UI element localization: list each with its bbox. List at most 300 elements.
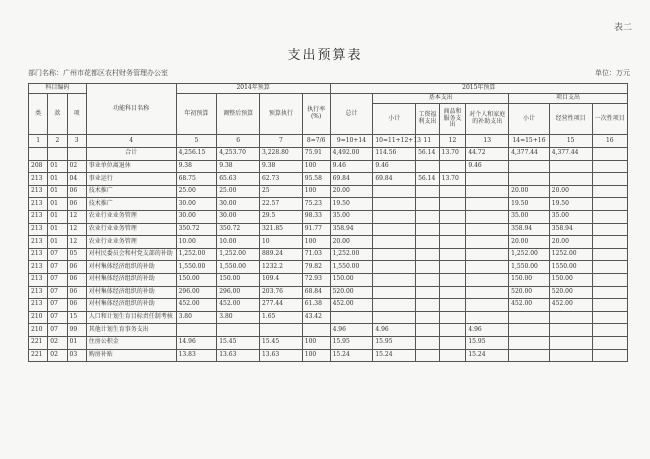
table-cell: 221	[29, 336, 48, 349]
table-row	[29, 311, 628, 324]
table-row	[29, 185, 628, 198]
table-cell	[439, 261, 466, 274]
table-cell: 13.63	[259, 349, 302, 362]
table-cell	[416, 311, 440, 324]
table-cell: 07	[48, 324, 67, 337]
table-cell: 358.94	[549, 223, 592, 236]
table-cell: 213	[29, 273, 48, 286]
table-cell: 对村集体经济组织的补助	[86, 261, 176, 274]
header-function-name: 功能科目名称	[86, 84, 176, 135]
table-cell	[439, 223, 466, 236]
table-cell	[592, 299, 627, 312]
table-cell: 06	[67, 198, 86, 211]
table-cell	[549, 160, 592, 173]
table-cell: 3,228.80	[259, 148, 302, 161]
table-cell	[416, 261, 440, 274]
table-cell	[439, 286, 466, 299]
table-cell	[373, 236, 416, 249]
table-cell	[67, 148, 86, 161]
table-row	[29, 349, 628, 362]
table-cell: 1,550.00	[176, 261, 217, 274]
table-cell: 65.63	[217, 173, 260, 186]
header-operational: 经营性项目	[549, 104, 592, 135]
table-cell	[509, 336, 550, 349]
table-cell	[416, 236, 440, 249]
table-cell	[29, 148, 48, 161]
table-row	[29, 173, 628, 186]
table-row	[29, 336, 628, 349]
table-cell: 3.80	[176, 311, 217, 324]
table-cell	[592, 261, 627, 274]
table-cell: 农业行业业务管理	[86, 210, 176, 223]
table-cell: 住房公积金	[86, 336, 176, 349]
table-cell: 4.96	[330, 324, 373, 337]
table-cell	[592, 236, 627, 249]
table-cell: 农业行业业务管理	[86, 223, 176, 236]
table-cell: 44.72	[466, 148, 509, 161]
table-cell: 1232.2	[259, 261, 302, 274]
column-index-row	[29, 135, 628, 148]
header-basic-expenditure: 基本支出	[373, 94, 509, 104]
unit-label: 单位：万元	[595, 69, 630, 77]
header-kuan: 款	[48, 94, 67, 135]
table-cell: 56.14	[416, 148, 440, 161]
table-cell: 221	[29, 349, 48, 362]
table-cell: 4,253.70	[217, 148, 260, 161]
table-cell: 技术推广	[86, 185, 176, 198]
table-cell	[466, 261, 509, 274]
table-cell: 1,550.00	[217, 261, 260, 274]
table-cell	[466, 273, 509, 286]
table-cell: 10	[259, 236, 302, 249]
table-cell	[439, 336, 466, 349]
table-cell: 20.00	[549, 185, 592, 198]
table-row	[29, 273, 628, 286]
table-cell	[549, 349, 592, 362]
table-cell: 213	[29, 286, 48, 299]
table-cell	[549, 173, 592, 186]
column-index-cell: 9=10+14	[330, 135, 373, 148]
table-row	[29, 299, 628, 312]
table-cell: 事业单位离退休	[86, 160, 176, 173]
column-index-cell: 15	[549, 135, 592, 148]
table-cell	[592, 248, 627, 261]
table-cell: 12	[67, 236, 86, 249]
table-cell: 277.44	[259, 299, 302, 312]
header-project-subtotal: 小计	[509, 104, 550, 135]
table-cell: 62.73	[259, 173, 302, 186]
table-cell: 15.95	[330, 336, 373, 349]
table-cell: 452.00	[549, 299, 592, 312]
table-cell: 358.94	[509, 223, 550, 236]
table-cell	[592, 198, 627, 211]
column-index-cell: 4	[86, 135, 176, 148]
table-cell: 9.46	[373, 160, 416, 173]
table-row	[29, 324, 628, 337]
table-number-label: 表二	[613, 23, 632, 33]
table-cell: 100	[302, 336, 330, 349]
table-cell	[416, 160, 440, 173]
table-cell: 4.96	[466, 324, 509, 337]
table-cell: 06	[67, 273, 86, 286]
table-cell: 06	[67, 185, 86, 198]
table-cell	[302, 324, 330, 337]
table-cell: 02	[48, 336, 67, 349]
table-cell: 321.85	[259, 223, 302, 236]
table-cell: 100	[302, 349, 330, 362]
table-cell: 1550.00	[549, 261, 592, 274]
column-index-cell: 3	[67, 135, 86, 148]
table-cell	[176, 324, 217, 337]
table-cell: 07	[48, 311, 67, 324]
table-cell	[416, 336, 440, 349]
table-cell: 13.70	[439, 173, 466, 186]
table-cell	[416, 248, 440, 261]
table-row	[29, 198, 628, 211]
header-onetime: 一次性项目	[592, 104, 627, 135]
table-cell: 1252.00	[549, 248, 592, 261]
table-cell: 68.84	[302, 286, 330, 299]
table-cell	[217, 324, 260, 337]
table-cell: 06	[67, 261, 86, 274]
table-cell	[373, 286, 416, 299]
table-cell: 35.00	[330, 210, 373, 223]
table-cell	[466, 299, 509, 312]
table-cell: 1.65	[259, 311, 302, 324]
table-cell	[330, 311, 373, 324]
table-cell: 15.45	[217, 336, 260, 349]
table-cell: 95.58	[302, 173, 330, 186]
table-cell	[592, 349, 627, 362]
table-cell: 72.93	[302, 273, 330, 286]
table-cell: 452.00	[176, 299, 217, 312]
table-cell	[416, 299, 440, 312]
table-cell: 4,256.15	[176, 148, 217, 161]
table-cell: 对村民委员会和村党支部的补助	[86, 248, 176, 261]
table-cell: 30.00	[176, 198, 217, 211]
table-row	[29, 160, 628, 173]
table-cell: 14.96	[176, 336, 217, 349]
table-cell: 4.96	[373, 324, 416, 337]
table-cell	[373, 185, 416, 198]
table-cell	[592, 223, 627, 236]
table-cell	[466, 185, 509, 198]
table-cell: 07	[48, 273, 67, 286]
table-cell: 1,252.00	[330, 248, 373, 261]
column-index-cell: 14=15+16	[509, 135, 550, 148]
table-cell: 13.83	[176, 349, 217, 362]
table-cell	[439, 160, 466, 173]
table-cell	[549, 324, 592, 337]
table-cell	[416, 324, 440, 337]
table-cell: 22.57	[259, 198, 302, 211]
table-cell: 15.24	[466, 349, 509, 362]
table-cell: 79.82	[302, 261, 330, 274]
table-cell	[439, 324, 466, 337]
table-cell: 213	[29, 185, 48, 198]
table-cell: 150.00	[217, 273, 260, 286]
table-cell	[549, 311, 592, 324]
table-cell: 213	[29, 210, 48, 223]
table-cell: 75.23	[302, 198, 330, 211]
table-cell	[466, 248, 509, 261]
table-cell: 06	[67, 299, 86, 312]
table-cell: 01	[48, 210, 67, 223]
table-cell	[466, 210, 509, 223]
page-title: 支出预算表	[287, 48, 363, 63]
table-cell: 25.00	[176, 185, 217, 198]
table-cell: 30.00	[217, 198, 260, 211]
table-cell	[373, 311, 416, 324]
table-cell	[509, 311, 550, 324]
column-index-cell: 7	[259, 135, 302, 148]
table-cell	[549, 336, 592, 349]
table-cell: 71.03	[302, 248, 330, 261]
table-cell: 07	[48, 261, 67, 274]
header-code-group: 科目编码	[29, 84, 87, 94]
table-cell: 213	[29, 198, 48, 211]
table-cell: 358.94	[330, 223, 373, 236]
table-cell	[416, 210, 440, 223]
table-cell	[592, 185, 627, 198]
table-cell: 452.00	[509, 299, 550, 312]
table-row	[29, 210, 628, 223]
table-cell: 07	[48, 248, 67, 261]
table-cell	[439, 236, 466, 249]
table-cell: 06	[67, 286, 86, 299]
column-index-cell: 13	[466, 135, 509, 148]
table-cell: 29.5	[259, 210, 302, 223]
header-initial-budget: 年初预算	[176, 94, 217, 135]
table-cell: 1,550.00	[509, 261, 550, 274]
header-execution-rate: 执行率(%)	[302, 94, 330, 135]
table-cell: 25.00	[217, 185, 260, 198]
table-cell: 98.33	[302, 210, 330, 223]
table-cell	[373, 248, 416, 261]
table-cell	[416, 185, 440, 198]
table-cell: 01	[48, 223, 67, 236]
table-cell	[439, 349, 466, 362]
table-cell: 技术推广	[86, 198, 176, 211]
table-cell	[592, 160, 627, 173]
table-cell	[416, 286, 440, 299]
table-cell: 20.00	[509, 185, 550, 198]
table-row	[29, 248, 628, 261]
table-cell	[416, 273, 440, 286]
table-cell: 07	[48, 286, 67, 299]
table-cell: 35.00	[549, 210, 592, 223]
column-index-cell: 8=7/6	[302, 135, 330, 148]
table-cell: 452.00	[217, 299, 260, 312]
table-cell: 20.00	[330, 236, 373, 249]
table-cell: 19.50	[330, 198, 373, 211]
table-cell	[259, 324, 302, 337]
header-2014-budget: 2014年预算	[176, 84, 330, 94]
table-cell	[592, 210, 627, 223]
table-cell: 4,492.00	[330, 148, 373, 161]
table-cell: 15.95	[466, 336, 509, 349]
table-cell: 75.91	[302, 148, 330, 161]
column-index-cell: 6	[217, 135, 260, 148]
table-cell: 合计	[86, 148, 176, 161]
table-cell: 01	[48, 198, 67, 211]
table-cell: 150.00	[330, 273, 373, 286]
table-cell	[439, 299, 466, 312]
table-cell: 07	[48, 299, 67, 312]
table-cell: 43.42	[302, 311, 330, 324]
table-cell: 02	[67, 160, 86, 173]
table-cell: 13.70	[439, 148, 466, 161]
table-cell: 208	[29, 160, 48, 173]
total-row	[29, 148, 628, 161]
table-cell: 12	[67, 210, 86, 223]
table-cell: 9.38	[217, 160, 260, 173]
table-cell: 01	[48, 236, 67, 249]
table-cell: 68.75	[176, 173, 217, 186]
table-cell: 15.95	[373, 336, 416, 349]
table-cell: 05	[67, 248, 86, 261]
table-cell: 15	[67, 311, 86, 324]
header-total: 总计	[330, 94, 373, 135]
table-cell: 9.38	[176, 160, 217, 173]
table-cell: 15.24	[373, 349, 416, 362]
table-cell	[592, 324, 627, 337]
table-cell: 9.46	[466, 160, 509, 173]
table-cell: 9.46	[330, 160, 373, 173]
table-cell	[373, 273, 416, 286]
table-cell: 10.00	[217, 236, 260, 249]
table-cell: 520.00	[509, 286, 550, 299]
table-cell	[373, 210, 416, 223]
table-cell	[466, 236, 509, 249]
table-cell: 91.77	[302, 223, 330, 236]
header-lei: 类	[29, 94, 48, 135]
header-project-expenditure: 项目支出	[509, 94, 628, 104]
table-cell: 213	[29, 236, 48, 249]
table-cell	[48, 148, 67, 161]
table-cell: 3.80	[217, 311, 260, 324]
column-index-cell: 10=11+12+13	[373, 135, 416, 148]
table-cell	[592, 173, 627, 186]
table-row	[29, 286, 628, 299]
table-cell: 69.84	[330, 173, 373, 186]
table-cell: 20.00	[509, 236, 550, 249]
department-name: 部门名称：广州市花都区农村财务管理办公室	[28, 69, 168, 77]
budget-table	[28, 83, 628, 362]
table-cell: 19.50	[509, 198, 550, 211]
table-cell: 30.00	[176, 210, 217, 223]
table-cell: 事业运行	[86, 173, 176, 186]
table-cell	[509, 349, 550, 362]
table-cell: 296.00	[176, 286, 217, 299]
table-cell	[509, 173, 550, 186]
table-cell	[439, 198, 466, 211]
table-cell: 56.14	[416, 173, 440, 186]
table-cell: 20.00	[549, 236, 592, 249]
table-cell: 150.00	[549, 273, 592, 286]
table-cell: 15.24	[330, 349, 373, 362]
table-cell	[466, 223, 509, 236]
table-cell	[592, 336, 627, 349]
table-cell: 其他计划生育事务支出	[86, 324, 176, 337]
table-cell: 213	[29, 223, 48, 236]
table-cell	[373, 223, 416, 236]
table-cell: 12	[67, 223, 86, 236]
table-cell	[466, 198, 509, 211]
table-cell: 对村集体经济组织的补助	[86, 286, 176, 299]
table-cell: 04	[67, 173, 86, 186]
header-xiang: 项	[67, 94, 86, 135]
table-cell	[416, 223, 440, 236]
table-cell: 4,377.44	[549, 148, 592, 161]
table-cell: 889.24	[259, 248, 302, 261]
header-adjusted-budget: 调整后预算	[217, 94, 260, 135]
table-cell	[439, 311, 466, 324]
table-cell: 4,377.44	[509, 148, 550, 161]
table-cell	[592, 311, 627, 324]
table-cell: 520.00	[549, 286, 592, 299]
table-cell: 213	[29, 299, 48, 312]
table-cell: 452.00	[330, 299, 373, 312]
header-executed: 预算执行	[259, 94, 302, 135]
table-cell: 213	[29, 248, 48, 261]
table-cell: 02	[48, 349, 67, 362]
table-cell: 203.76	[259, 286, 302, 299]
header-goods-services: 商品和服务支出	[439, 104, 466, 135]
table-cell: 对村集体经济组织的补助	[86, 273, 176, 286]
table-cell: 100	[302, 236, 330, 249]
table-cell	[373, 261, 416, 274]
table-cell: 农业行业业务管理	[86, 236, 176, 249]
table-cell: 69.84	[373, 173, 416, 186]
table-row	[29, 223, 628, 236]
table-cell: 210	[29, 324, 48, 337]
table-cell: 350.72	[217, 223, 260, 236]
table-row	[29, 236, 628, 249]
table-cell	[416, 349, 440, 362]
table-cell: 人口和计划生育目标责任制考核	[86, 311, 176, 324]
table-cell: 1,252.00	[509, 248, 550, 261]
table-cell	[466, 173, 509, 186]
table-cell: 109.4	[259, 273, 302, 286]
column-index-cell: 16	[592, 135, 627, 148]
table-cell: 35.00	[509, 210, 550, 223]
table-cell: 19.50	[549, 198, 592, 211]
table-cell	[592, 286, 627, 299]
table-cell: 100	[302, 185, 330, 198]
table-cell	[439, 273, 466, 286]
table-cell	[509, 324, 550, 337]
table-cell: 10.00	[176, 236, 217, 249]
table-cell: 01	[48, 185, 67, 198]
column-index-cell: 1	[29, 135, 48, 148]
table-cell	[416, 198, 440, 211]
table-cell: 购房补贴	[86, 349, 176, 362]
column-index-cell: 11	[416, 135, 440, 148]
table-cell: 296.00	[217, 286, 260, 299]
table-cell: 9.38	[259, 160, 302, 173]
table-cell: 对村集体经济组织的补助	[86, 299, 176, 312]
table-cell	[592, 148, 627, 161]
table-cell	[466, 311, 509, 324]
table-cell	[439, 210, 466, 223]
table-cell	[439, 185, 466, 198]
table-cell: 03	[67, 349, 86, 362]
table-cell: 150.00	[176, 273, 217, 286]
table-cell: 01	[67, 336, 86, 349]
table-cell: 1,550.00	[330, 261, 373, 274]
table-cell: 100	[302, 160, 330, 173]
